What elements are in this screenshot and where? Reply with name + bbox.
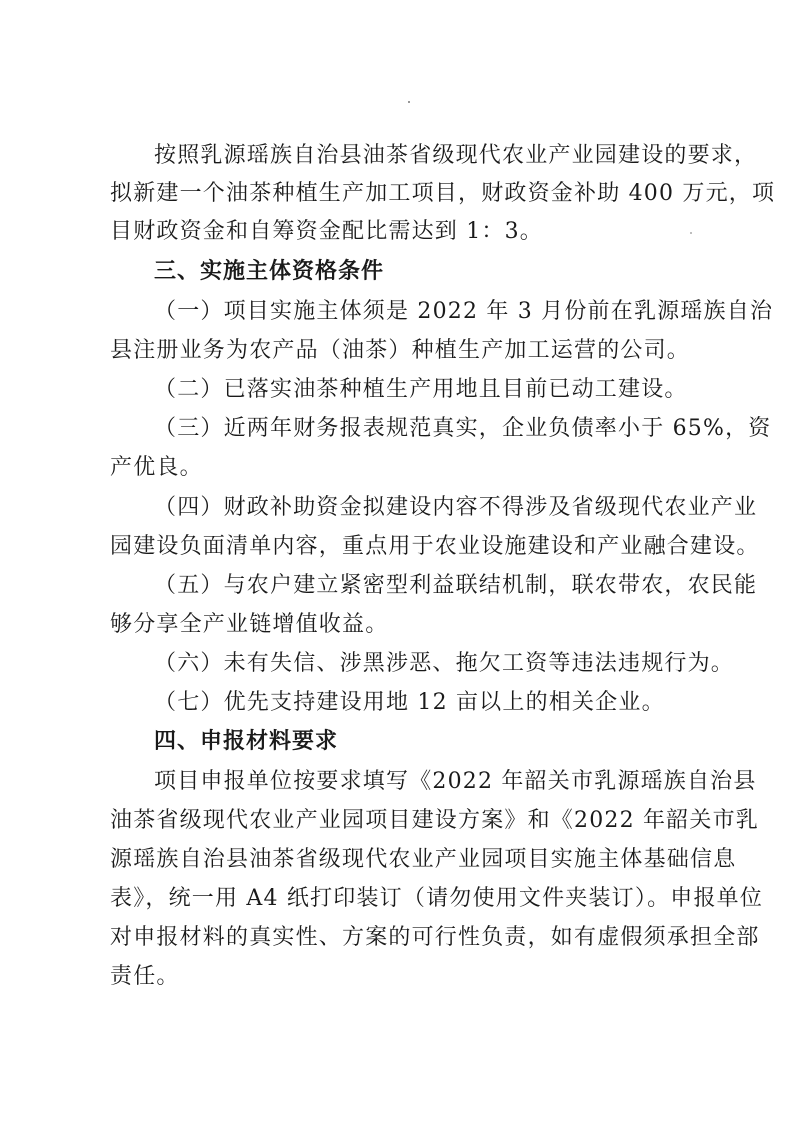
text-line: 县注册业务为农产品（油茶）种植生产加工运营的公司。 <box>110 338 691 363</box>
text-line: 责任。 <box>110 964 180 989</box>
text-line: 项目申报单位按要求填写《2022 年韶关市乳源瑶族自治县 <box>154 769 757 794</box>
text-line: 对申报材料的真实性、方案的可行性负责，如有虚假须承担全部 <box>110 925 760 950</box>
text-line: 拟新建一个油茶种植生产加工项目，财政资金补助 400 万元，项 <box>110 181 776 206</box>
text-line: 园建设负面清单内容，重点用于农业设施建设和产业融合建设。 <box>110 534 760 559</box>
section-heading-eligibility: 三、实施主体资格条件 <box>154 259 385 284</box>
text-line: 按照乳源瑶族自治县油茶省级现代农业产业园建设的要求， <box>154 143 758 168</box>
text-line: 产优良。 <box>110 455 203 480</box>
text-line: 源瑶族自治县油茶省级现代农业产业园项目实施主体基础信息 <box>110 847 737 872</box>
scan-speck <box>408 101 410 103</box>
scan-speck <box>690 232 692 234</box>
text-line: （六）未有失信、涉黑涉恶、拖欠工资等违法违规行为。 <box>154 651 735 676</box>
text-line: （五）与农户建立紧密型利益联结机制，联农带农，农民能 <box>154 573 758 598</box>
text-line: （三）近两年财务报表规范真实，企业负债率小于 65%，资 <box>154 416 772 441</box>
section-heading-materials: 四、申报材料要求 <box>154 729 339 754</box>
text-line: （四）财政补助资金拟建设内容不得涉及省级现代农业产业 <box>154 495 758 520</box>
text-line: 目财政资金和自筹资金配比需达到 1：3。 <box>110 219 543 244</box>
text-line: （二）已落实油茶种植生产用地且目前已动工建设。 <box>154 377 688 402</box>
text-line: 够分享全产业链增值收益。 <box>110 612 389 637</box>
text-line: （七）优先支持建设用地 12 亩以上的相关企业。 <box>154 690 665 715</box>
text-line: （一）项目实施主体须是 2022 年 3 月份前在乳源瑶族自治 <box>154 299 774 324</box>
text-line: 油茶省级现代农业产业园项目建设方案》和《2022 年韶关市乳 <box>110 808 759 833</box>
text-line: 表》，统一用 A4 纸打印装订（请勿使用文件夹装订）。申报单位 <box>110 886 764 911</box>
